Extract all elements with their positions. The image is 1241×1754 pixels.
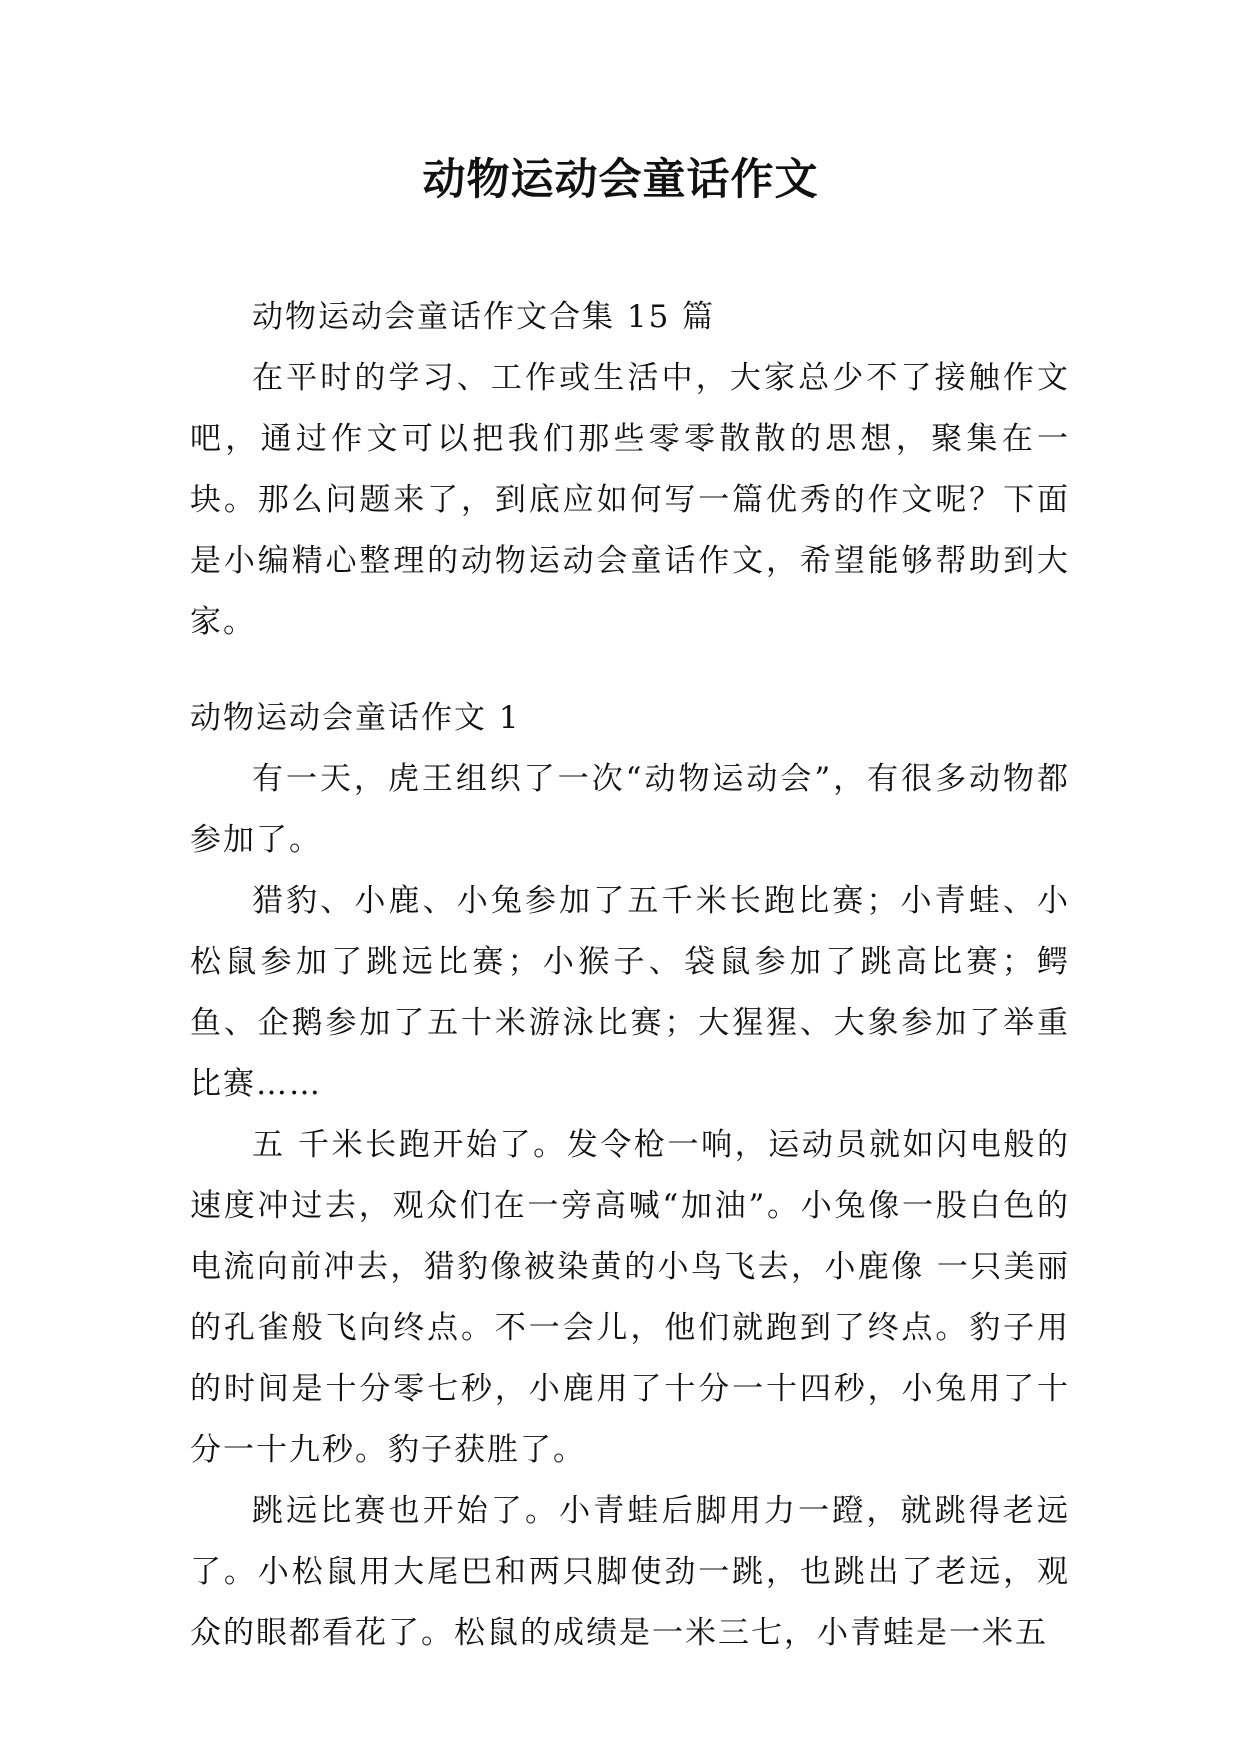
document-subtitle: 动物运动会童话作文合集 15 篇 [252,299,716,335]
document-body [190,287,1070,1664]
section-heading: 动物运动会童话作文 1 [190,700,521,736]
document-title: 动物运动会童话作文 [422,155,819,205]
body-paragraph: 五 千米长跑开始了。发令枪一响，运动员就如闪电般的速度冲过去，观众们在一旁高喊“加油”。小兔像一股白色的电流向前冲去，猎豹像被染黄的小鸟飞去，小鹿像 一只美丽的孔雀般飞向终点。不一会儿，他们就跑到了终点。豹子用的时间是十分零七秒，小鹿用了十分一十四秒，小兔用了十分一十九秒。豹子获胜了。 [190,1127,1070,1468]
body-paragraph: 跳远比赛也开始了。小青蛙后脚用力一蹬，就跳得老远了。小松鼠用大尾巴和两只脚使劲一跳，也跳出了老远，观众的眼都看花了。松鼠的成绩是一米三七，小青蛙是一米五 [190,1493,1070,1651]
body-paragraph: 有一天，虎王组织了一次“动物运动会”，有很多动物都参加了。 [190,761,1070,858]
body-paragraph: 猎豹、小鹿、小兔参加了五千米长跑比赛；小青蛙、小松鼠参加了跳远比赛；小猴子、袋鼠参加了跳高比赛；鳄鱼、企鹅参加了五十米游泳比赛；大猩猩、大象参加了举重比赛…… [190,883,1070,1102]
intro-paragraph: 在平时的学习、工作或生活中，大家总少不了接触作文吧，通过作文可以把我们那些零零散散的思想，聚集在一块。那么问题来了，到底应如何写一篇优秀的作文呢？下面是小编精心整理的动物运动会童话作文，希望能够帮助到大家。 [190,360,1070,640]
